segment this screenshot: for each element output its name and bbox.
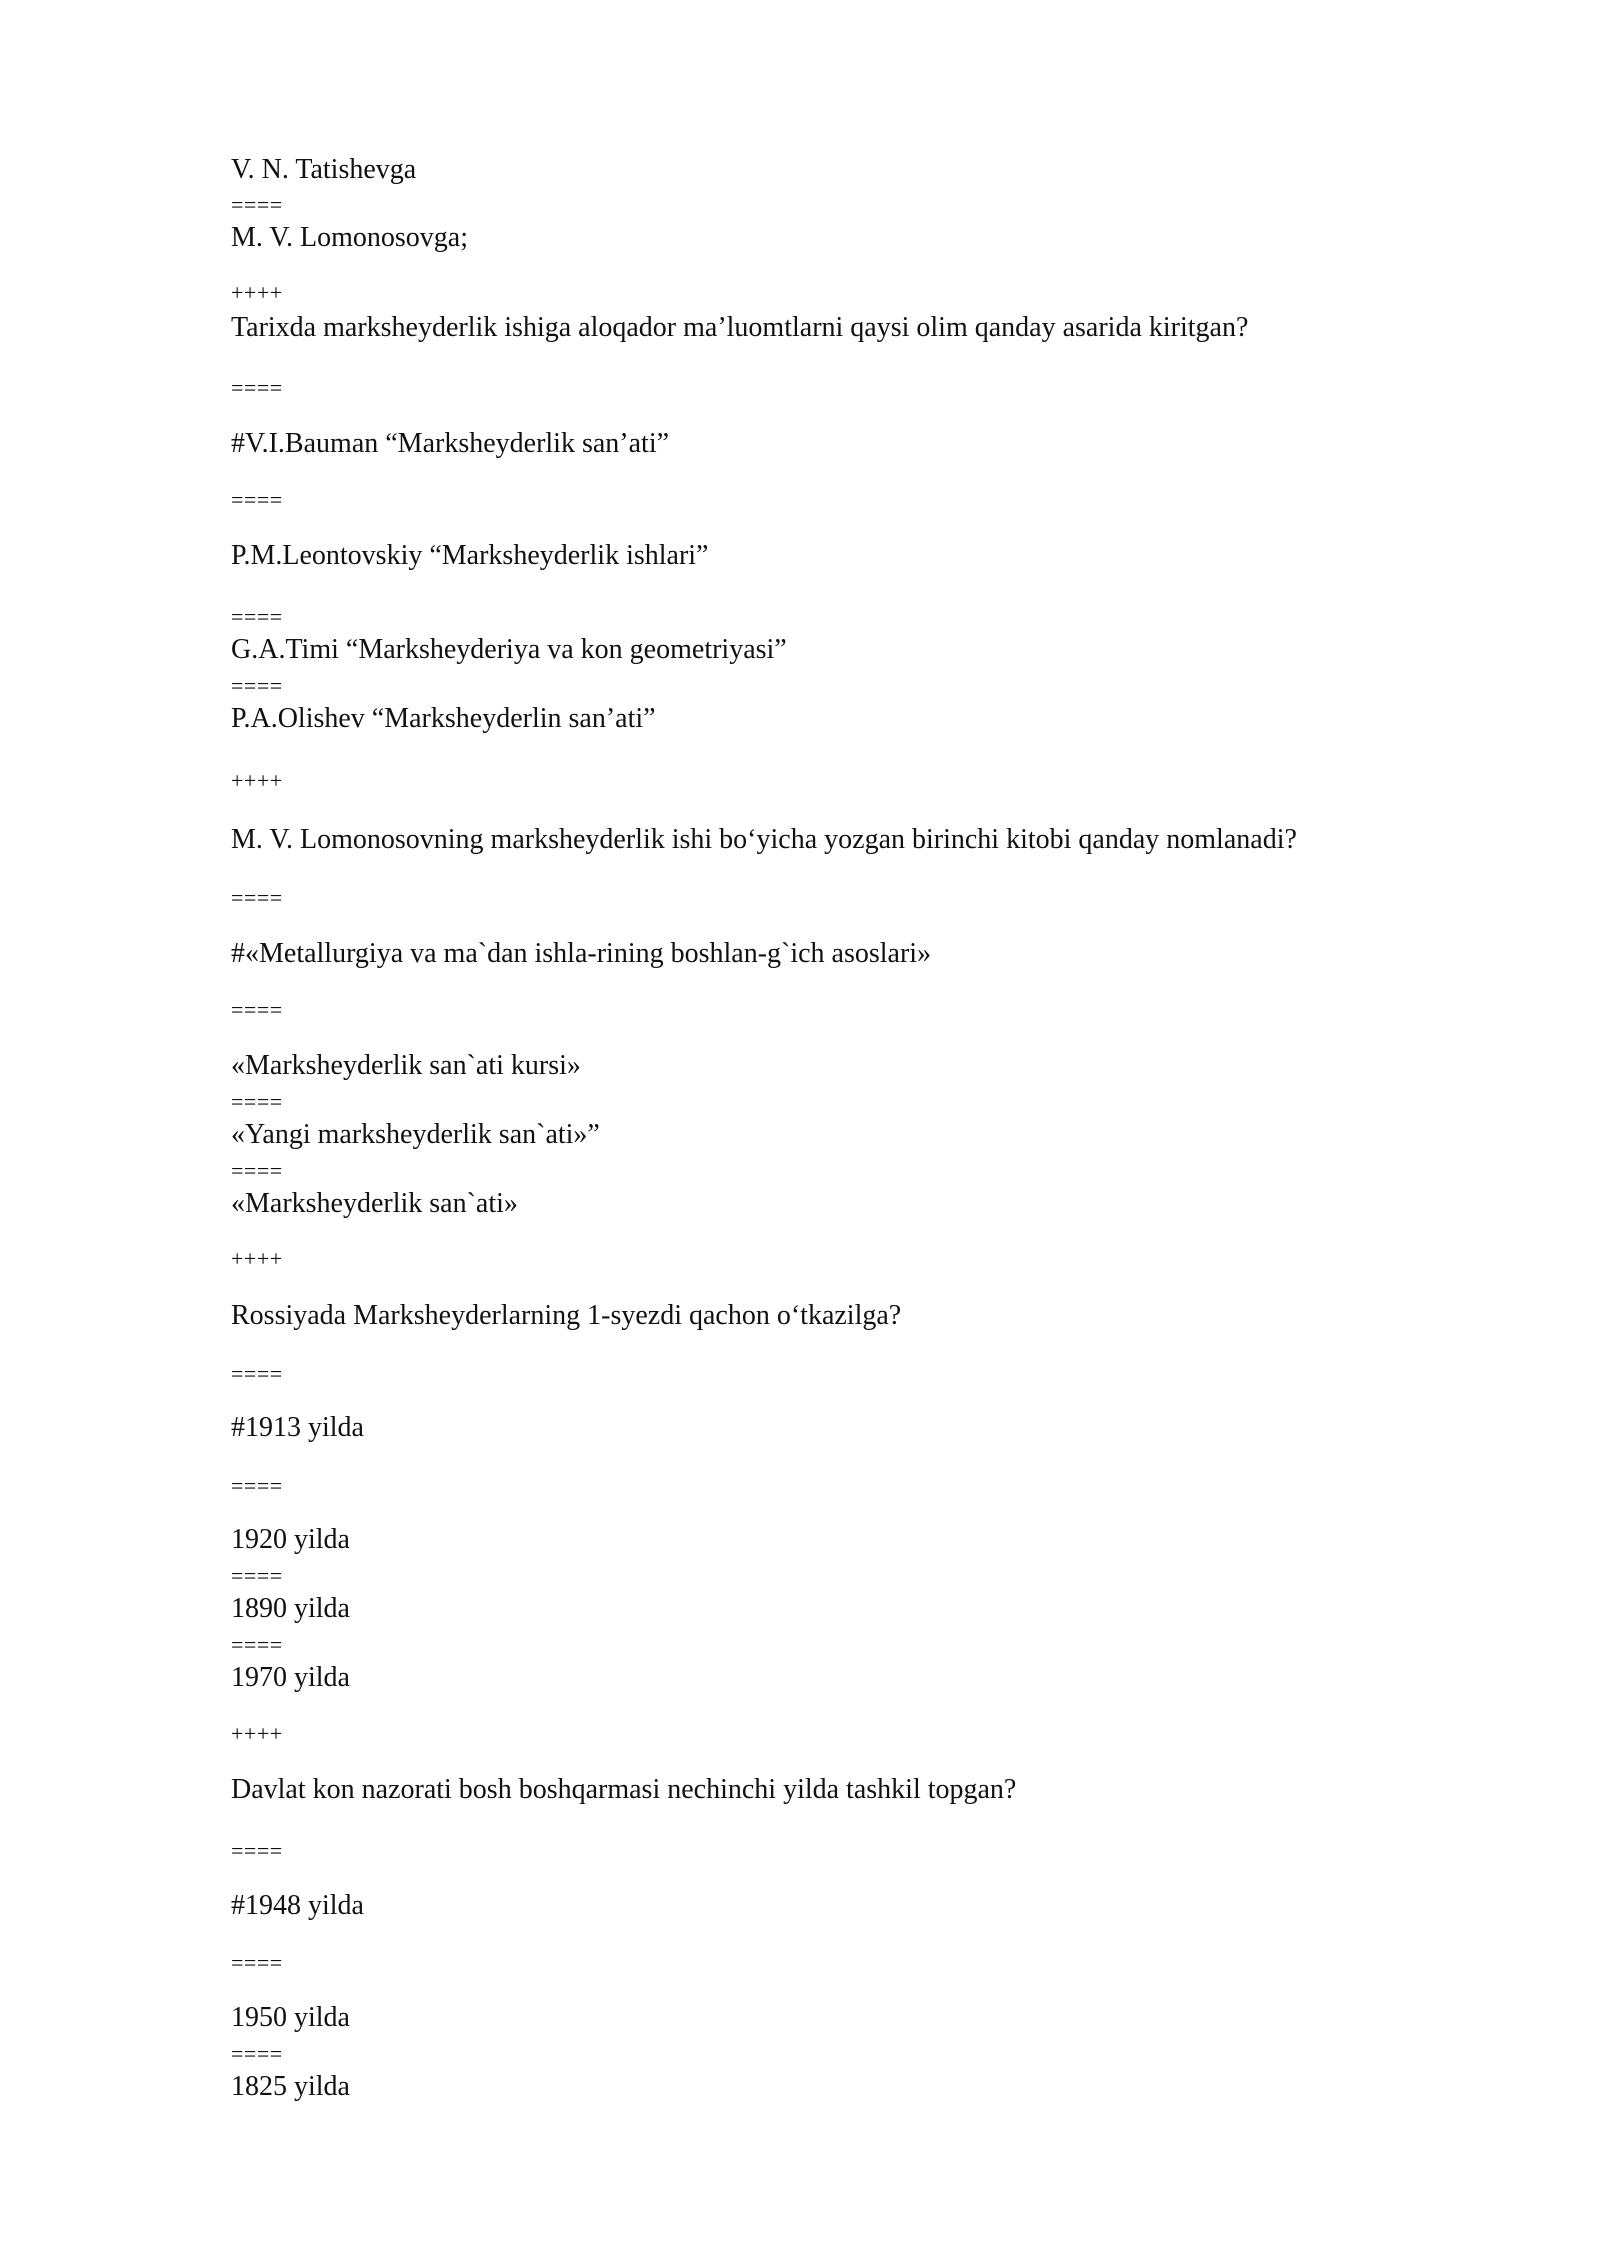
answer-option: 1970 yilda	[231, 1662, 350, 1693]
answer-option: 1890 yilda	[231, 1593, 350, 1624]
option-separator: ====	[231, 1838, 283, 1863]
option-separator: ====	[231, 1158, 283, 1183]
question-text: Davlat kon nazorati bosh boshqarmasi nechinchi yilda tashkil topgan?	[231, 1774, 1017, 1805]
answer-option: 1920 yilda	[231, 1524, 350, 1555]
option-separator: ====	[231, 1950, 283, 1975]
option-separator: ====	[231, 1473, 283, 1498]
option-separator: ====	[231, 192, 283, 217]
correct-answer-option: #«Metallurgiya va ma`dan ishla-rining boshlan-g`ich asoslari»	[231, 938, 932, 969]
option-separator: ====	[231, 1563, 283, 1588]
answer-option: G.A.Timi “Marksheyderiya va kon geometriyasi”	[231, 634, 787, 665]
question-separator: ++++	[231, 280, 283, 305]
question-text: Rossiyada Marksheyderlarning 1-syezdi qachon o‘tkazilga?	[231, 1300, 902, 1331]
answer-option: V. N. Tatishevga	[231, 154, 417, 185]
answer-option: «Marksheyderlik san`ati kursi»	[231, 1050, 581, 1081]
answer-option: «Marksheyderlik san`ati»	[231, 1188, 518, 1219]
answer-option: «Yangi marksheyderlik san`ati»”	[231, 1119, 600, 1150]
option-separator: ====	[231, 1361, 283, 1386]
option-separator: ====	[231, 2041, 283, 2066]
question-separator: ++++	[231, 768, 283, 793]
answer-option: 1950 yilda	[231, 2002, 350, 2033]
option-separator: ====	[231, 885, 283, 910]
option-separator: ====	[231, 673, 283, 698]
option-separator: ====	[231, 1089, 283, 1114]
answer-option: P.M.Leontovskiy “Marksheyderlik ishlari”	[231, 540, 709, 571]
question-separator: ++++	[231, 1246, 283, 1271]
correct-answer-option: #1948 yilda	[231, 1890, 364, 1921]
option-separator: ====	[231, 604, 283, 629]
answer-option: P.A.Olishev “Marksheyderlin san’ati”	[231, 703, 656, 734]
option-separator: ====	[231, 487, 283, 512]
question-text: Tarixda marksheyderlik ishiga aloqador ma’luomtlarni qaysi olim qanday asarida kiritgan?	[231, 312, 1249, 343]
option-separator: ====	[231, 1632, 283, 1657]
question-text: M. V. Lomonosovning marksheyderlik ishi bo‘yicha yozgan birinchi kitobi qanday nomlanadi?	[231, 824, 1297, 855]
option-separator: ====	[231, 997, 283, 1022]
option-separator: ====	[231, 375, 283, 400]
correct-answer-option: #V.I.Bauman “Marksheyderlik san’ati”	[231, 428, 670, 459]
question-separator: ++++	[231, 1721, 283, 1746]
correct-answer-option: #1913 yilda	[231, 1412, 364, 1443]
answer-option: 1825 yilda	[231, 2071, 350, 2102]
answer-option: M. V. Lomonosovga;	[231, 222, 468, 253]
